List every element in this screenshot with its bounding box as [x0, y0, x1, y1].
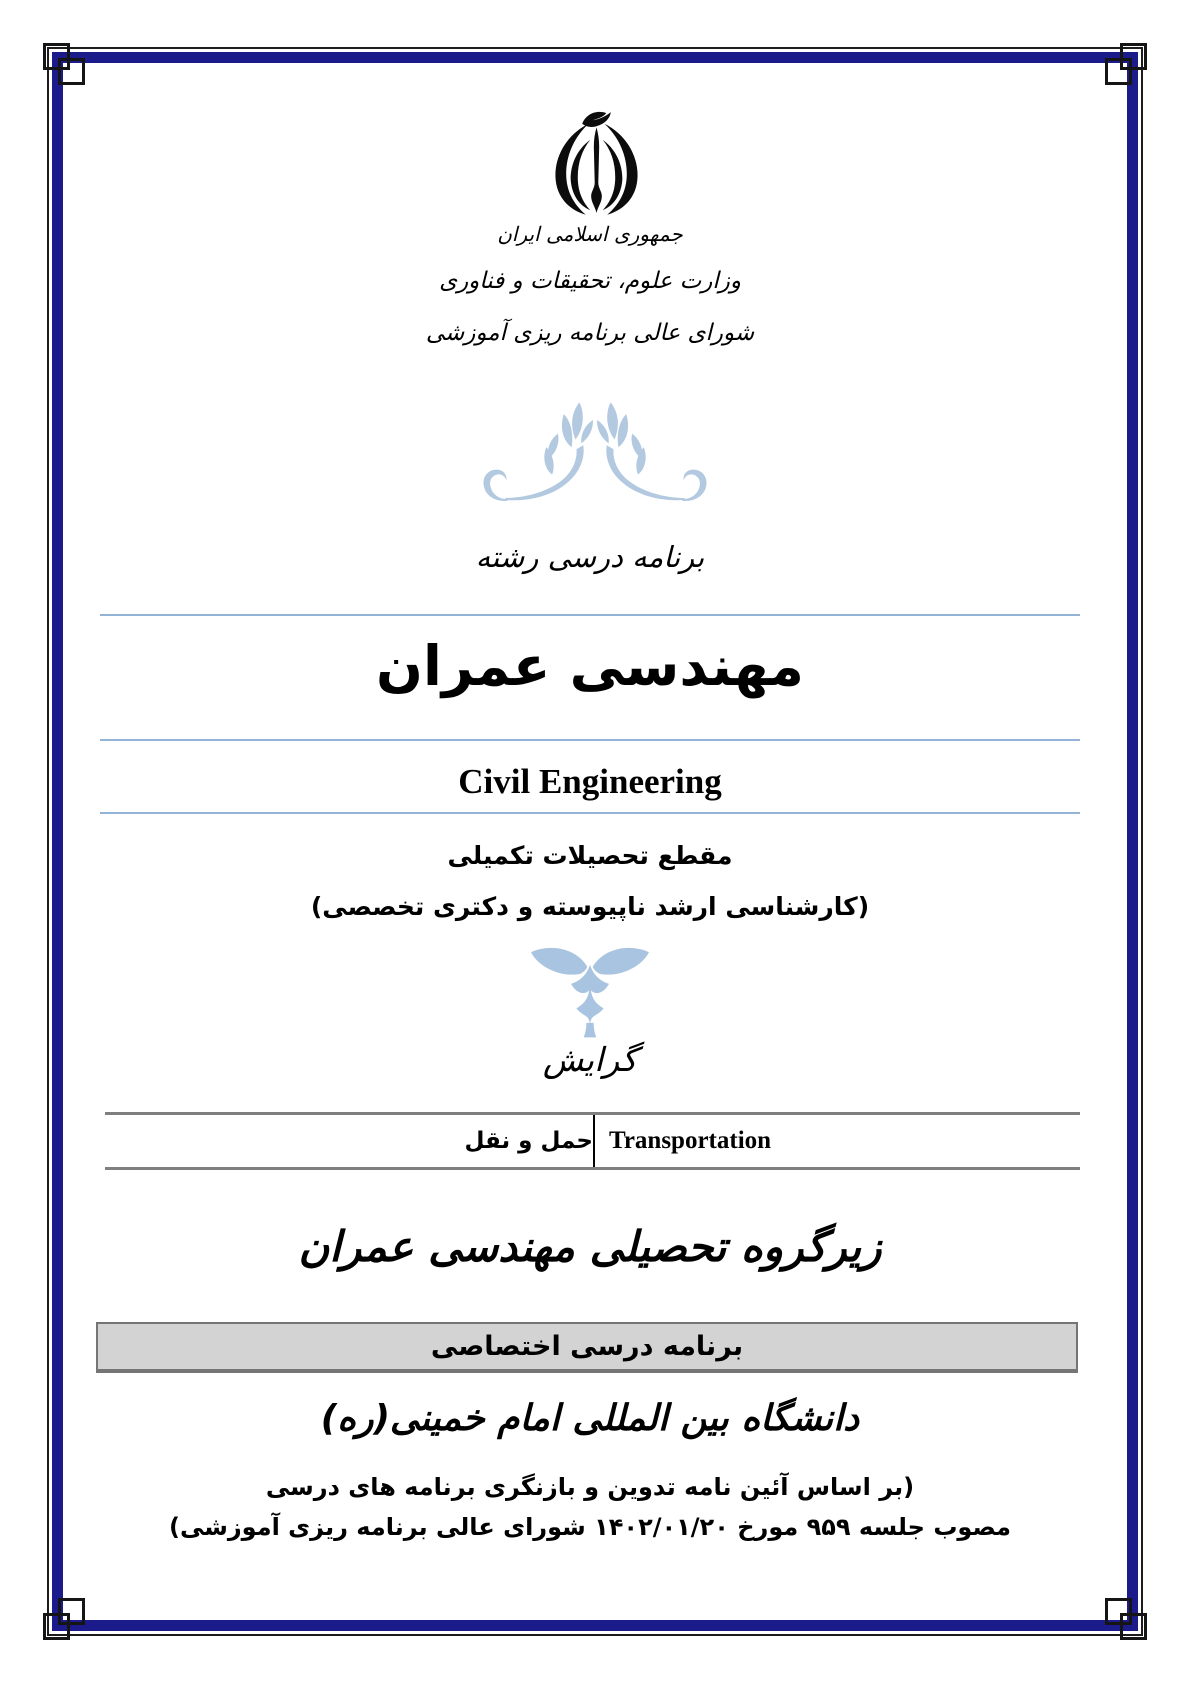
corner-square-icon: [1105, 58, 1132, 85]
level-line-1: مقطع تحصیلات تکمیلی: [447, 841, 733, 870]
specialized-curriculum-banner: برنامه درسی اختصاصی: [96, 1322, 1078, 1373]
university-name: دانشگاه بین المللی امام خمینی(ره): [320, 1398, 860, 1439]
approval-line-2: مصوب جلسه ۹۵۹ مورخ ۱۴۰۲/۰۱/۲۰ شورای عالی برنامه ریزی آموزشی): [169, 1513, 1011, 1541]
corner-square-icon: [58, 1598, 85, 1625]
header-council: شورای عالی برنامه ریزی آموزشی: [425, 320, 755, 346]
iran-national-emblem-icon: [543, 108, 650, 218]
orientation-cell-fa: حمل و نقل: [105, 1115, 595, 1167]
orientation-table: [105, 1112, 1080, 1170]
trefoil-ornament-icon: [522, 943, 658, 1043]
field-title-en: Civil Engineering: [458, 762, 722, 801]
program-label: برنامه درسی رشته: [475, 540, 705, 574]
divider-rule-bottom: [100, 812, 1080, 814]
header-country: جمهوری اسلامی ایران: [497, 222, 683, 246]
corner-square-icon: [58, 58, 85, 85]
orientation-cell-en: Transportation: [609, 1127, 772, 1154]
approval-line-1: (بر اساس آئین نامه تدوین و بازنگری برنامه های درسی: [265, 1473, 915, 1501]
orientation-label: گرایش: [542, 1040, 638, 1079]
header-ministry: وزارت علوم، تحقیقات و فناوری: [439, 268, 741, 294]
divider-rule-top: [100, 614, 1080, 616]
subgroup-title: زیرگروه تحصیلی مهندسی عمران: [298, 1222, 882, 1271]
field-title-fa: مهندسی عمران: [376, 634, 804, 698]
divider-rule-middle: [100, 739, 1080, 741]
floral-flourish-ornament-icon: [478, 400, 712, 513]
level-line-2: (کارشناسی ارشد ناپیوسته و دکتری تخصصی): [310, 892, 870, 921]
corner-square-icon: [1105, 1598, 1132, 1625]
